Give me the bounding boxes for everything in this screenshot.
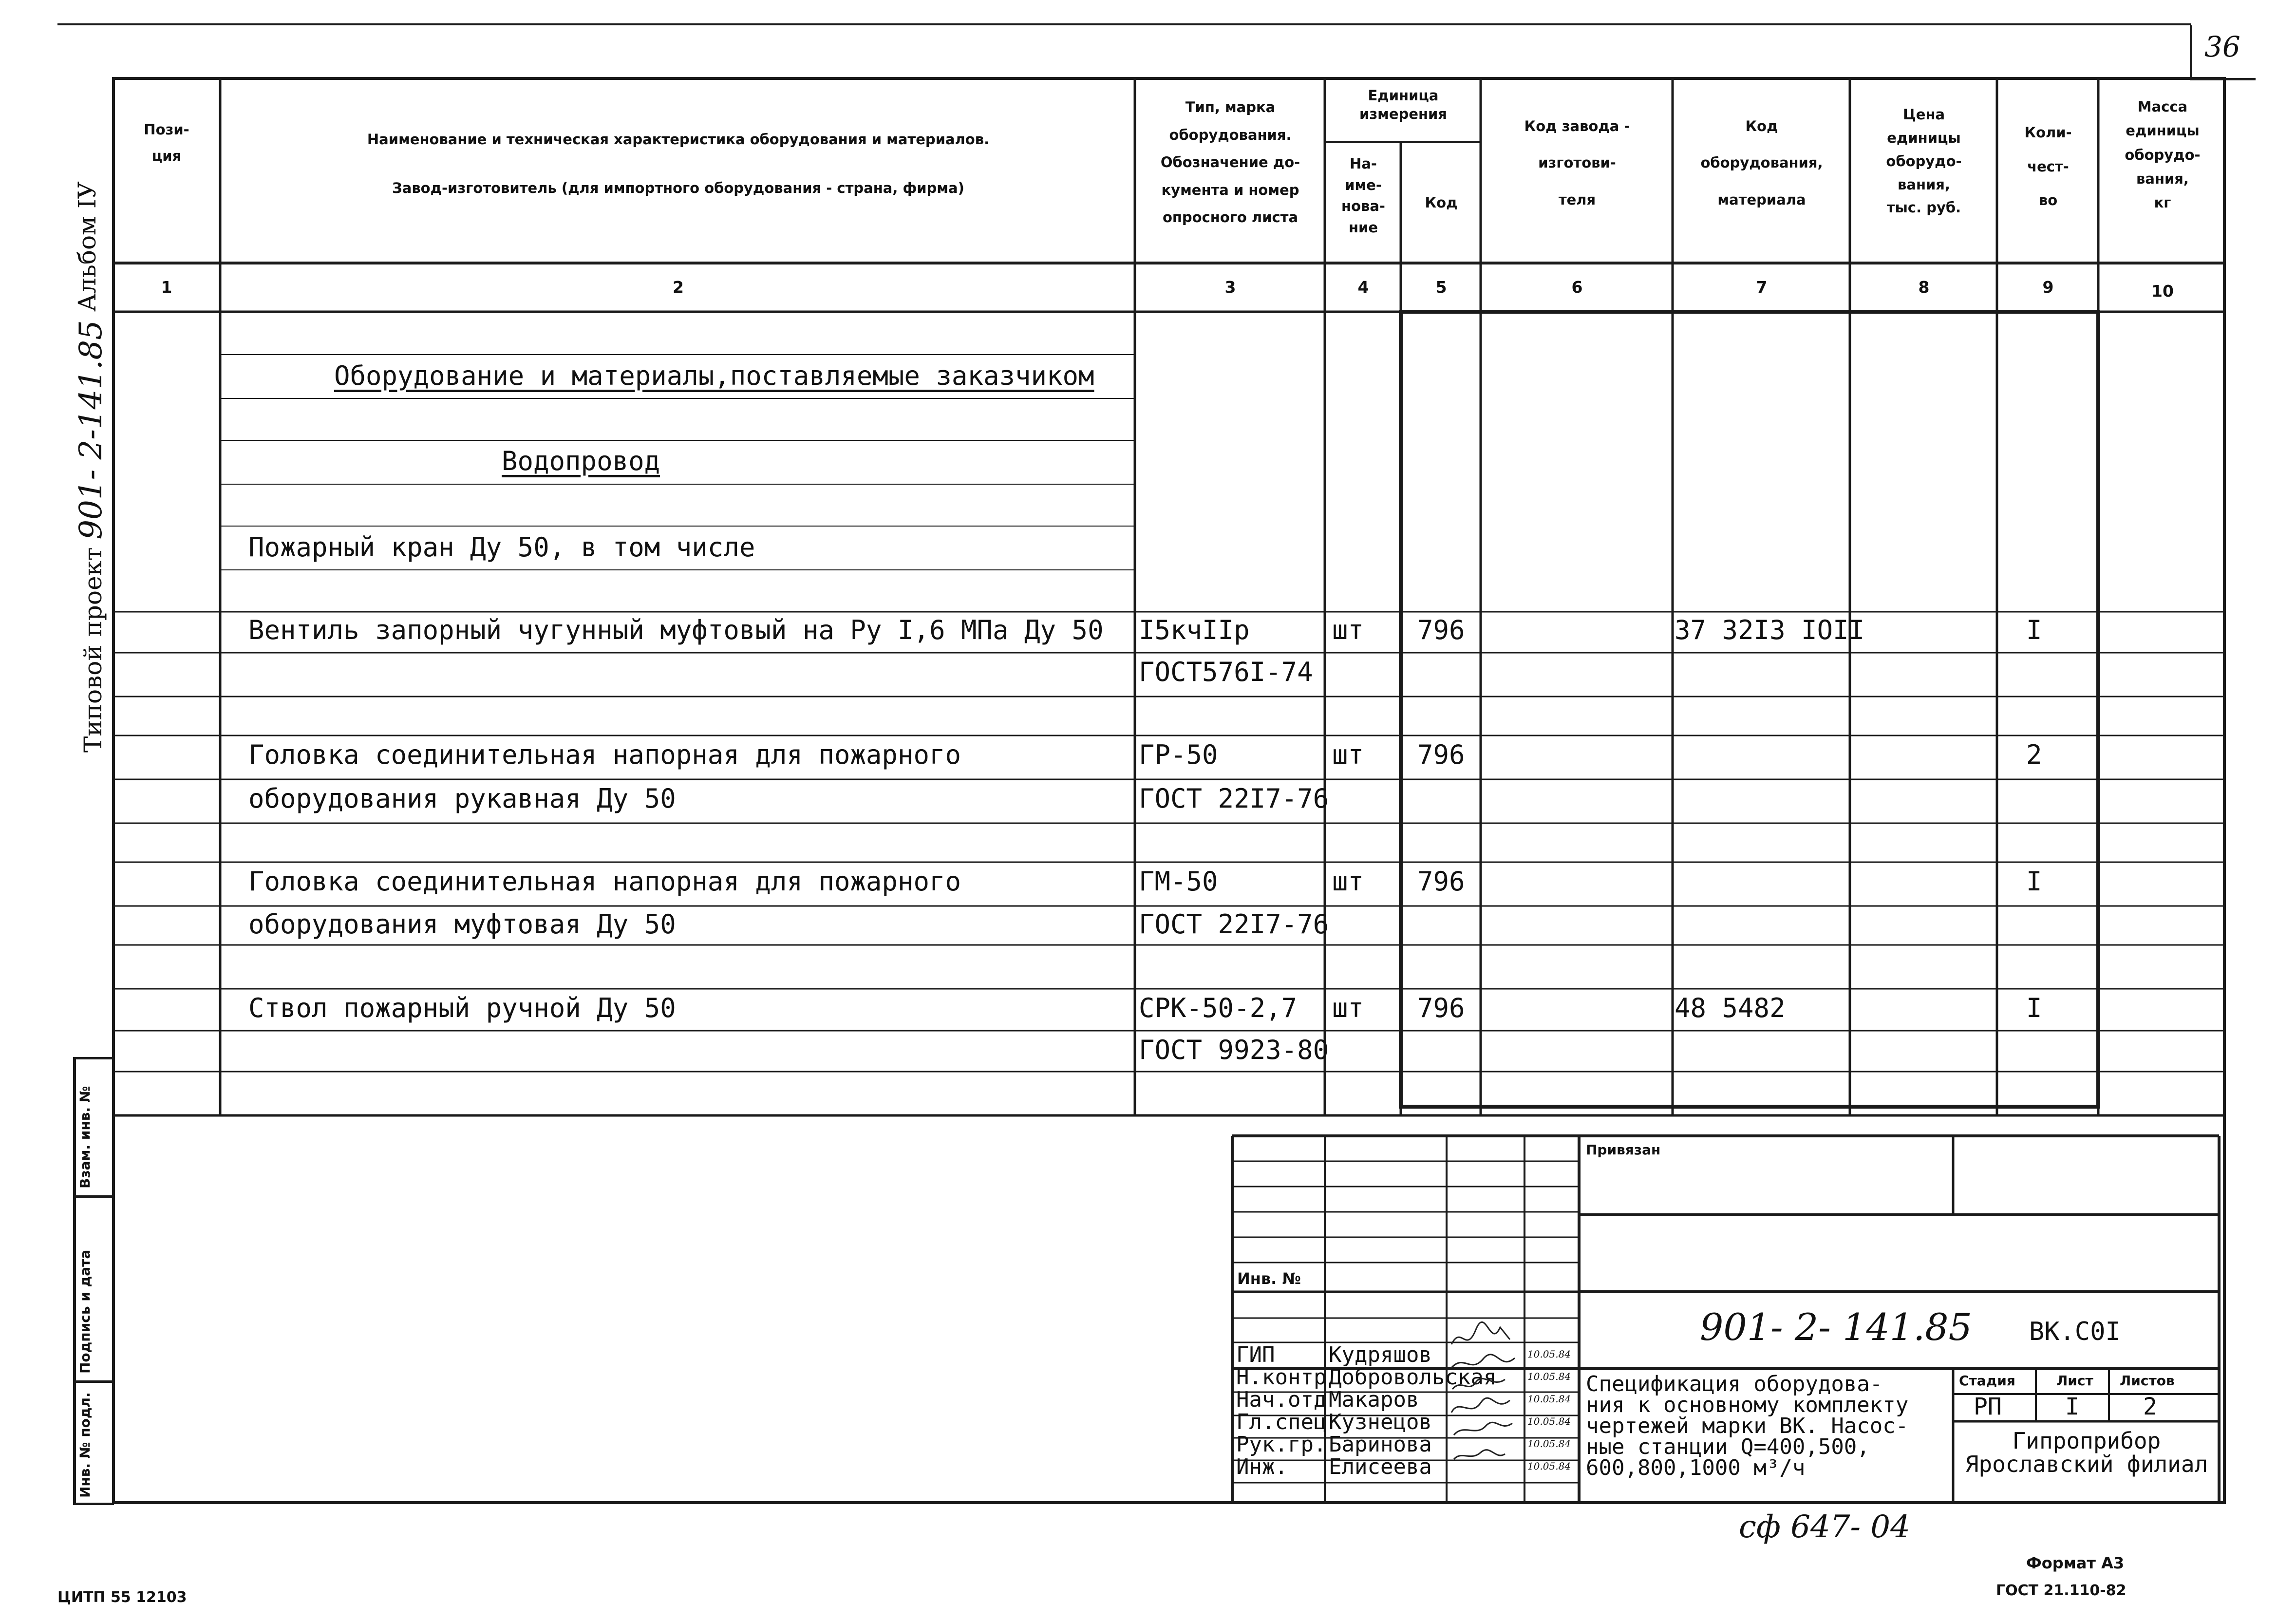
roles-list <box>1233 1342 1579 1477</box>
row-valve-unit: шт <box>1332 615 1364 645</box>
row-head-gm-name: Головка соединительная напорная для пожарного <box>248 866 961 897</box>
row-fire-hydrant: Пожарный кран Ду 50, в том числе <box>248 532 755 563</box>
row-head-gm-name-2: оборудования муфтовая Ду 50 <box>248 909 676 940</box>
row-valve-gost: ГОСТ576I-74 <box>1139 657 1313 687</box>
header-col3: Тип, марка оборудования. Обозначение до- кумента и номер опросного листа <box>1160 99 1300 226</box>
role-row-nachotd <box>1233 1387 1579 1410</box>
sheet-label: Лист <box>2056 1373 2093 1389</box>
row-nozzle-gost: ГОСТ 9923-80 <box>1139 1035 1329 1065</box>
spec-description: Спецификация оборудова- ния к основному комплекту чертежей марки ВК. Насос- ные станции Q=400,500, 600,800,1000 м³/ч <box>1586 1372 1909 1481</box>
header-col2-line2: Завод-изготовитель (для импортного оборудования - страна, фирма) <box>392 180 964 196</box>
col-number-6: 6 <box>1571 278 1583 297</box>
sheets-label: Листов <box>2120 1373 2175 1389</box>
album-label: Альбом IУ <box>73 181 101 312</box>
col-number-1: 1 <box>161 278 172 297</box>
col-number-10: 10 <box>2151 282 2174 301</box>
name-nachotd: Макаров <box>1329 1387 1419 1412</box>
header-col4: На- име- нова- ние <box>1341 155 1385 236</box>
row-valve-qty: I <box>2026 615 2042 645</box>
date-nachotd: 10.05.84 <box>1527 1393 1571 1405</box>
role-gip: ГИП <box>1236 1342 1275 1367</box>
row-head-gm-gost: ГОСТ 22I7-76 <box>1139 909 1329 940</box>
vzam-inv-label: Взам. инв. № <box>77 1086 93 1188</box>
row-nozzle-unit: шт <box>1332 993 1364 1023</box>
name-gip: Кудряшов <box>1329 1342 1432 1367</box>
row-nozzle-name: Ствол пожарный ручной Ду 50 <box>248 993 676 1023</box>
row-head-gm-unit: шт <box>1332 866 1364 897</box>
stage-value: РП <box>1974 1393 2002 1420</box>
organization: Гипроприбор Ярославский филиал <box>1965 1428 2208 1478</box>
row-head-gr-name: Головка соединительная напорная для пожарного <box>248 739 961 770</box>
row-head-gm-code: 796 <box>1417 866 1465 897</box>
row-valve-code: 796 <box>1417 615 1465 645</box>
inv-no-label: Инв. № <box>1237 1269 1301 1288</box>
col-number-4: 4 <box>1357 278 1369 297</box>
row-head-gr-qty: 2 <box>2026 739 2042 770</box>
name-inzh: Елисеева <box>1329 1454 1432 1479</box>
date-gip: 10.05.84 <box>1527 1348 1571 1360</box>
name-glspec: Кузнецов <box>1329 1410 1432 1434</box>
row-head-gm-type: ГМ-50 <box>1139 866 1218 897</box>
row-valve-equip-code: 37 32I3 IOII <box>1675 615 1865 645</box>
date-nkontr: 10.05.84 <box>1527 1371 1571 1382</box>
signatures <box>1447 1315 1524 1505</box>
role-row-gip <box>1233 1342 1579 1365</box>
role-row-glspec <box>1233 1410 1579 1432</box>
inv-no-podl-label: Инв. № подл. <box>77 1392 93 1498</box>
date-inzh: 10.05.84 <box>1527 1460 1571 1472</box>
sheet-value: I <box>2065 1393 2079 1420</box>
role-nachotd: Нач.отд <box>1236 1387 1327 1412</box>
row-head-gr-type: ГР-50 <box>1139 739 1218 770</box>
date-rukgr: 10.05.84 <box>1527 1438 1571 1450</box>
row-nozzle-equip-code: 48 5482 <box>1675 993 1786 1023</box>
row-valve-type: I5кчIIр <box>1139 615 1250 645</box>
header-col45: Единица измерения <box>1359 87 1447 122</box>
col-number-3: 3 <box>1224 278 1236 297</box>
sheet-number: 36 <box>2204 30 2240 63</box>
role-row-inzh <box>1233 1454 1579 1477</box>
header-col2-line1: Наименование и техническая характеристика оборудования и материалов. <box>367 131 990 148</box>
header-col6: Код завода - изготови- теля <box>1524 118 1630 208</box>
role-inzh: Инж. <box>1236 1454 1288 1479</box>
row-head-gr-name-2: оборудования рукавная Ду 50 <box>248 783 676 814</box>
row-head-gr-gost: ГОСТ 22I7-76 <box>1139 783 1329 814</box>
row-head-gm-qty: I <box>2026 866 2042 897</box>
footer-left: ЦИТП 55 12103 <box>57 1589 187 1606</box>
row-nozzle-qty: I <box>2026 993 2042 1023</box>
role-glspec: Гл.спец <box>1236 1410 1327 1434</box>
col-number-2: 2 <box>673 278 684 297</box>
sheets-value: 2 <box>2143 1393 2157 1420</box>
role-rukgr: Рук.гр. <box>1236 1432 1327 1457</box>
role-nkontr: Н.контр <box>1236 1365 1327 1390</box>
col-number-5: 5 <box>1435 278 1447 297</box>
section-heading-water-supply: Водопровод <box>502 446 660 476</box>
header-col5: Код <box>1425 194 1458 211</box>
name-nkontr: Добровольская <box>1329 1365 1497 1390</box>
header-col8: Цена единицы оборудо- вания, тыс. руб. <box>1886 106 1962 216</box>
header-col10: Масса единицы оборудо- вания, кг <box>2125 98 2201 211</box>
doc-mark: ВК.С0I <box>2029 1317 2121 1346</box>
project-prefix: Типовой проект <box>79 547 107 753</box>
footer-right: ГОСТ 21.110-82 <box>1996 1582 2127 1599</box>
role-row-rukgr <box>1233 1432 1579 1457</box>
header-col9: Коли- чест- во <box>2024 124 2072 209</box>
handwritten-code: сф 647- 04 <box>1739 1509 1910 1545</box>
row-valve-name: Вентиль запорный чугунный муфтовый на Ру I,6 МПа Ду 50 <box>248 615 1104 645</box>
podpis-data-label: Подпись и дата <box>77 1249 93 1374</box>
date-glspec: 10.05.84 <box>1527 1415 1571 1427</box>
role-row-nkontr <box>1233 1365 1579 1390</box>
row-nozzle-code: 796 <box>1417 993 1465 1023</box>
name-rukgr: Баринова <box>1329 1432 1432 1457</box>
header-col7: Код оборудования, материала <box>1700 118 1823 208</box>
header-col1: Пози- ция <box>144 121 189 164</box>
doc-code: 901- 2- 141.85 <box>1700 1305 1973 1349</box>
col-number-8: 8 <box>1918 278 1930 297</box>
col-number-9: 9 <box>2042 278 2054 297</box>
privyazan-label: Привязан <box>1586 1142 1661 1158</box>
project-code: 901- 2-141.85 <box>73 320 109 540</box>
col-number-7: 7 <box>1756 278 1768 297</box>
stage-label: Стадия <box>1959 1373 2015 1389</box>
row-nozzle-type: СРК-50-2,7 <box>1139 993 1298 1023</box>
row-head-gr-code: 796 <box>1417 739 1465 770</box>
row-head-gr-unit: шт <box>1332 739 1364 770</box>
section-heading-customer-supplied: Оборудование и материалы,поставляемые заказчиком <box>334 360 1094 391</box>
format-label: Формат А3 <box>2026 1554 2125 1572</box>
